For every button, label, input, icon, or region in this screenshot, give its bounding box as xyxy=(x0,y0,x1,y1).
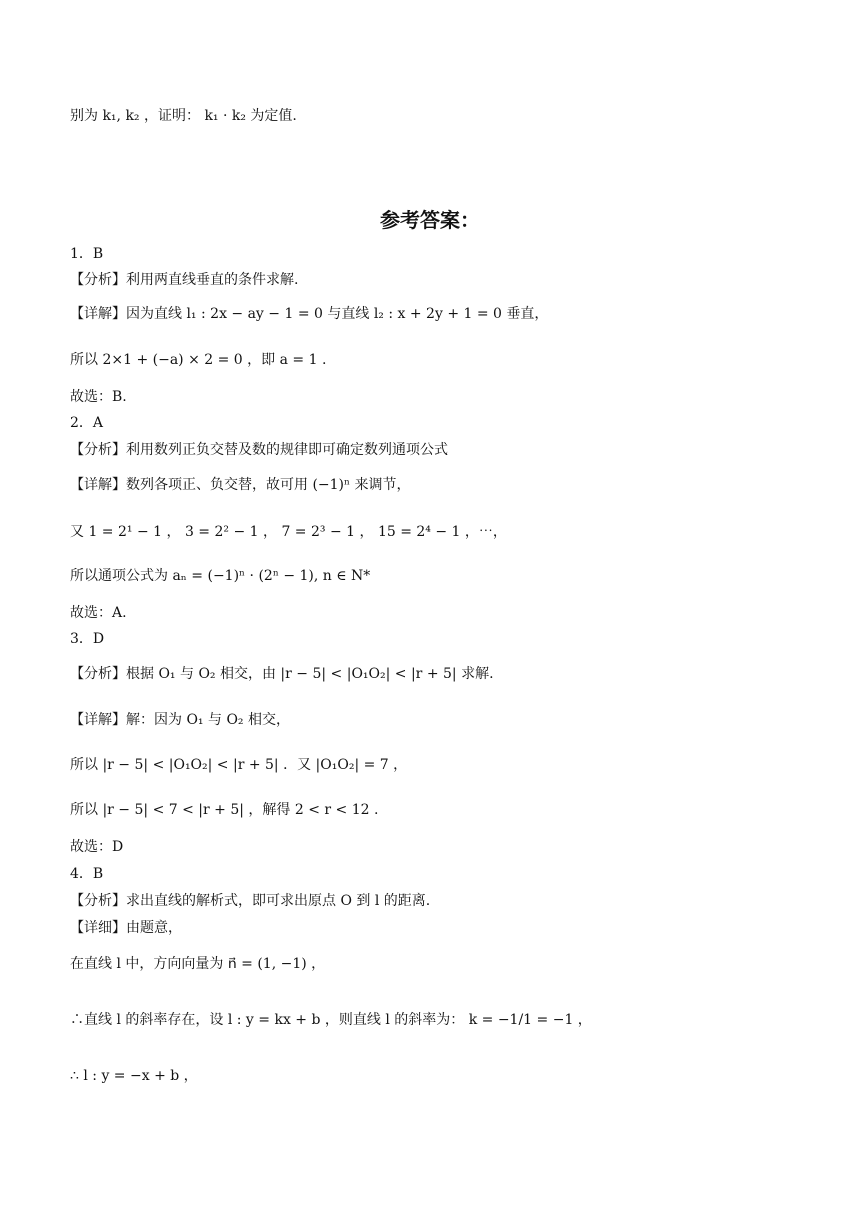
answer-line: 所以 |r − 5| < |O₁O₂| < |r + 5| ．又 |O₁O₂| = 7 ， xyxy=(70,757,408,773)
answer-line: 1．B xyxy=(70,246,104,262)
answer-line: 3．D xyxy=(70,631,105,647)
answer-line: 【分析】求出直线的解析式，即可求出原点 O 到 l 的距离. xyxy=(70,893,431,909)
answer-line: 【详解】因为直线 l₁ : 2x − ay − 1 = 0 与直线 l₂ : x + 2y + 1 = 0 垂直， xyxy=(70,306,549,322)
answer-title: 参考答案： xyxy=(380,208,480,232)
answer-line: 【详解】解：因为 O₁ 与 O₂ 相交， xyxy=(70,712,290,728)
answer-line: 【分析】利用数列正负交替及数的规律即可确定数列通项公式 xyxy=(70,442,448,458)
answer-line: 【详解】数列各项正、负交替，故可用 (−1)ⁿ 来调节， xyxy=(70,477,411,493)
answer-line: 4．B xyxy=(70,866,104,882)
answer-line: 在直线 l 中，方向向量为 n⃗ = (1, −1) ， xyxy=(70,956,326,972)
answer-line: 所以 |r − 5| < 7 < |r + 5| ，解得 2 < r < 12 . xyxy=(70,802,379,818)
answer-line: 【分析】利用两直线垂直的条件求解. xyxy=(70,272,299,288)
answer-line: ∴ l : y = −x + b ， xyxy=(70,1068,198,1084)
answer-line: 【详细】由题意， xyxy=(70,920,182,936)
answer-line: 所以通项公式为 aₙ = (−1)ⁿ · (2ⁿ − 1), n ∈ N* xyxy=(70,568,371,584)
answer-line: 又 1 = 2¹ − 1 ， 3 = 2² − 1 ， 7 = 2³ − 1 ， 15 = 2⁴ − 1 ，⋯， xyxy=(70,524,507,540)
answer-line: 故选：D xyxy=(70,839,124,855)
intro-line: 别为 k₁, k₂ ，证明： k₁ · k₂ 为定值. xyxy=(70,108,297,124)
answer-line: ∴直线 l 的斜率存在，设 l : y = kx + b ，则直线 l 的斜率为： k = −1/1 = −1 ， xyxy=(70,1012,592,1028)
answer-line: 所以 2×1 + (−a) × 2 = 0 ，即 a = 1 . xyxy=(70,352,327,368)
answer-line: 故选：B. xyxy=(70,389,127,405)
answer-line: 【分析】根据 O₁ 与 O₂ 相交，由 |r − 5| < |O₁O₂| < |r + 5| 求解. xyxy=(70,666,494,682)
answer-line: 故选：A. xyxy=(70,605,127,621)
answer-line: 2．A xyxy=(70,415,104,431)
